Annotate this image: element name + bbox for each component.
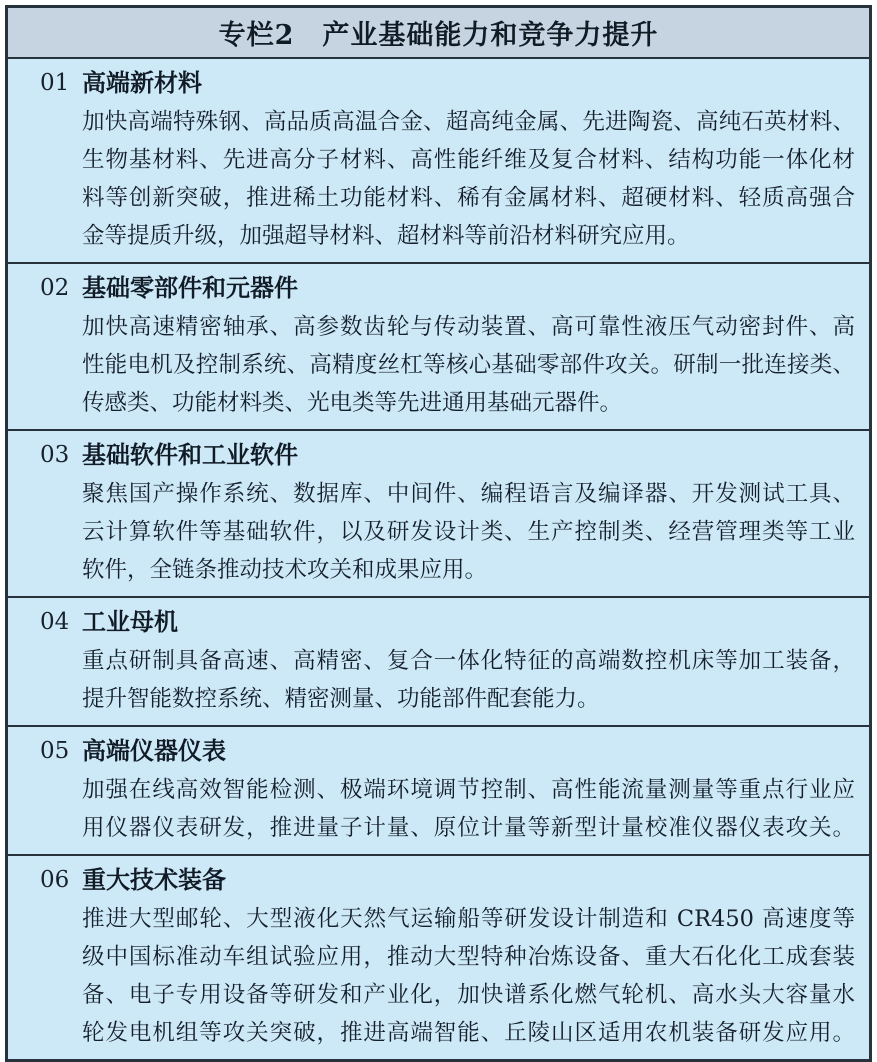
section-content: [82, 602, 869, 718]
body-line: 用仪器仪表研发，推进量子计量、原位计量等新型计量校准仪器仪表攻关。: [82, 815, 855, 841]
body-line: 性能电机及控制系统、高精度丝杠等核心基础零部件攻关。研制一批连接类、: [82, 352, 855, 378]
panel-header: [8, 8, 869, 59]
panel-title: 专栏2 产业基础能力和竞争力提升: [218, 20, 659, 51]
section-row-05: [8, 725, 869, 854]
section-row-04: [8, 596, 869, 725]
body-line: 云计算软件等基础软件，以及研发设计类、生产控制类、经营管理类等工业: [82, 519, 855, 545]
body-line: 轮发电机组等攻关突破，推进高端智能、丘陵山区适用农机装备研发应用。: [82, 1020, 855, 1046]
body-line: 备、电子专用设备等研发和产业化，加快谱系化燃气轮机、高水头大容量水: [82, 982, 855, 1008]
section-title: 高端仪器仪表: [82, 736, 226, 765]
section-title: 基础软件和工业软件: [82, 440, 298, 469]
body-line: 软件，全链条推动技术攻关和成果应用。: [82, 557, 488, 583]
section-content: [82, 860, 869, 1052]
body-line: 生物基材料、先进高分子材料、高性能纤维及复合材料、结构功能一体化材: [82, 147, 855, 173]
section-number: 03: [40, 442, 70, 468]
section-title: 工业母机: [82, 607, 178, 636]
column-box-panel: [5, 5, 872, 1062]
body-line: 加强在线高效智能检测、极端环境调节控制、高性能流量测量等重点行业应: [82, 777, 855, 803]
section-content: [82, 63, 869, 255]
section-title: 高端新材料: [82, 68, 202, 97]
body-line: 提升智能数控系统、精密测量、功能部件配套能力。: [82, 686, 600, 712]
section-number: 05: [40, 738, 70, 764]
body-line: 级中国标准动车组试验应用，推动大型特种冶炼设备、重大石化化工成套装: [82, 944, 855, 970]
section-content: [82, 731, 869, 847]
section-number: 06: [40, 867, 70, 893]
section-number: 04: [40, 609, 70, 635]
section-row-03: [8, 429, 869, 596]
body-line: 金等提质升级，加强超导材料、超材料等前沿材料研究应用。: [82, 223, 690, 249]
body-line: 加快高端特殊钢、高品质高温合金、超高纯金属、先进陶瓷、高纯石英材料、: [82, 109, 855, 135]
section-number: 01: [40, 70, 70, 96]
section-row-01: [8, 59, 869, 262]
body-line: 聚焦国产操作系统、数据库、中间件、编程语言及编译器、开发测试工具、: [82, 481, 855, 507]
section-title: 基础零部件和元器件: [82, 273, 298, 302]
section-number: 02: [40, 275, 70, 301]
body-line: 加快高速精密轴承、高参数齿轮与传动装置、高可靠性液压气动密封件、高: [82, 314, 855, 340]
section-row-02: [8, 262, 869, 429]
section-title: 重大技术装备: [82, 865, 226, 894]
body-line: 料等创新突破，推进稀土功能材料、稀有金属材料、超硬材料、轻质高强合: [82, 185, 855, 211]
section-row-06: [8, 854, 869, 1059]
body-line: 推进大型邮轮、大型液化天然气运输船等研发设计制造和 CR450 高速度等: [82, 906, 855, 932]
body-line: 传感类、功能材料类、光电类等先进通用基础元器件。: [82, 390, 623, 416]
section-content: [82, 435, 869, 589]
body-line: 重点研制具备高速、高精密、复合一体化特征的高端数控机床等加工装备，: [82, 648, 855, 674]
section-content: [82, 268, 869, 422]
